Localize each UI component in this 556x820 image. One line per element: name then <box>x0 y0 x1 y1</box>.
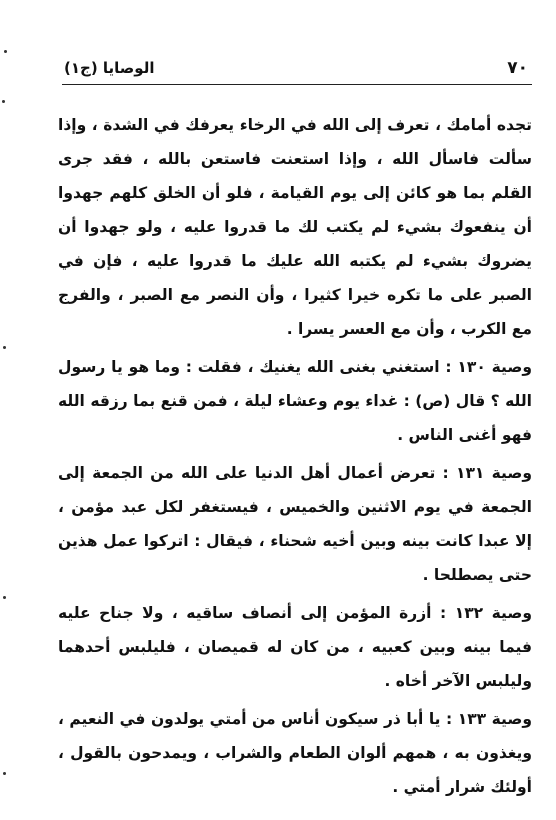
paragraph-text: تجده أمامك ، تعرف إلى الله في الرخاء يعرفك في الشدة ، وإذا سألت فاسأل الله ، وإذا استعنت فاستعن بالله ، فقد جرى القلم بما هو كائن إلى يوم القيامة ، فلو أن الخلق كلهم جهدوا أن ينفعوك بشيء لم يكتب لك ما قدروا عليه ، ولو جهدوا أن يضروك بشيء لم يكتبه الله عليك ما قدروا عليه ، فإن في الصبر على ما تكره خيرا كثيرا ، وأن النصر مع الصبر ، والفرج مع الكرب ، وأن مع العسر يسرا . <box>58 116 532 338</box>
margin-dot <box>4 50 7 53</box>
page-number: ٧٠ <box>507 58 528 78</box>
page-body <box>58 108 532 808</box>
margin-dot <box>2 100 5 103</box>
vasiya-label: وصية ١٣٢ : <box>440 604 532 622</box>
vasiya-label: وصية ١٣١ : <box>442 464 532 482</box>
margin-dot <box>3 346 6 349</box>
margin-dot <box>3 596 6 599</box>
paragraph-text: تعرض أعمال أهل الدنيا على الله من الجمعة إلى الجمعة في يوم الاثنين والخميس ، فيستغفر لكل عبد مؤمن ، إلا عبدا كانت بينه وبين أخيه شحناء ، فيقال : اتركوا عمل هذين حتى يصطلحا . <box>58 464 532 584</box>
paragraph-text: يا أبا ذر سيكون أناس من أمتي يولدون في النعيم ، ويغذون به ، همهم ألوان الطعام والشراب ، ويمدحون بالقول ، أولئك شرار أمتي . <box>58 710 532 796</box>
vasiya-132 <box>58 596 532 698</box>
paragraph-continuation <box>58 108 532 346</box>
running-title: الوصايا (ج١) <box>64 59 155 77</box>
margin-dot <box>3 772 6 775</box>
vasiya-131 <box>58 456 532 592</box>
paragraph-text: استغني بغنى الله يغنيك ، فقلت : وما هو يا رسول الله ؟ قال (ص) : غداء يوم وعشاء ليلة ، فمن قنع بما رزقه الله فهو أغنى الناس . <box>58 358 532 444</box>
vasiya-label: وصية ١٣٣ : <box>446 710 532 728</box>
paragraph-text: أزرة المؤمن إلى أنصاف ساقيه ، ولا جناح عليه فيما بينه وبين كعبيه ، من كان له قميصان ، فليلبس أحدهما وليلبس الآخر أخاه . <box>58 604 532 690</box>
vasiya-label: وصية ١٣٠ : <box>445 358 532 376</box>
vasiya-133 <box>58 702 532 804</box>
vasiya-130 <box>58 350 532 452</box>
page-header <box>62 58 532 85</box>
